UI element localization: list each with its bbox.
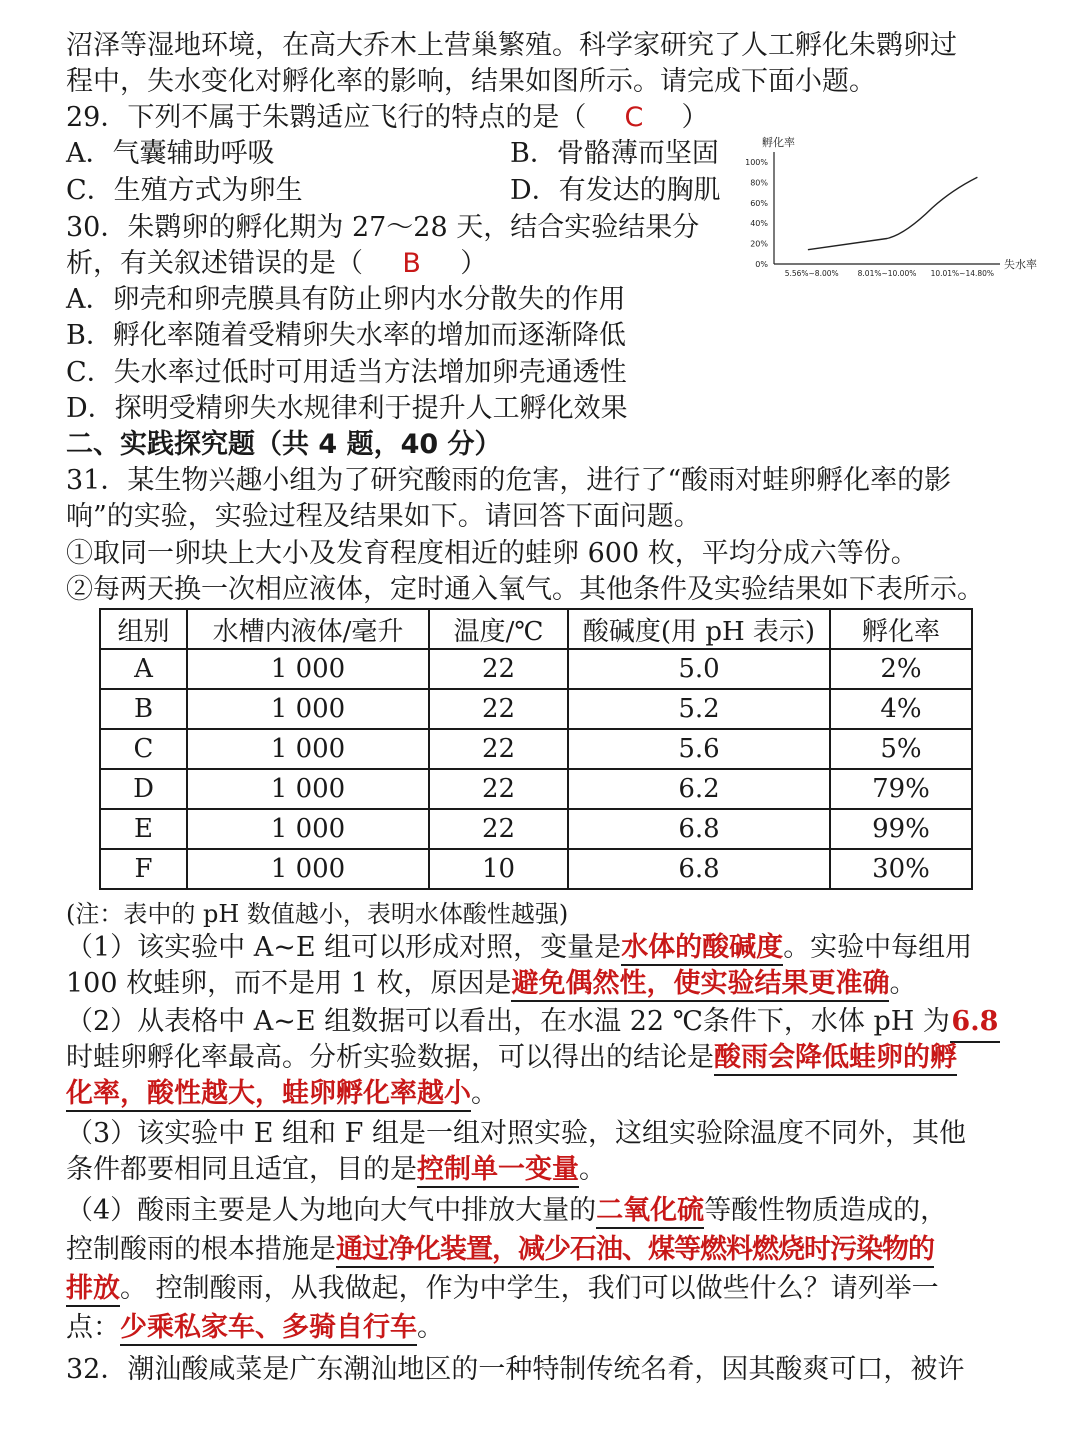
q30-close: ）	[460, 248, 488, 279]
table-header: 孵化率	[830, 609, 972, 649]
q31-p4-answer-2b: 排放	[66, 1273, 120, 1307]
table-row	[100, 729, 972, 769]
q31-part-4-line-4	[66, 1310, 444, 1346]
table-cell: 2%	[830, 649, 972, 689]
table-header-row	[100, 609, 972, 649]
q31-part-4-line-1	[66, 1193, 947, 1229]
table-cell: 5.6	[568, 729, 830, 769]
q31-p1-text-a: （1）该实验中 A~E 组可以形成对照，变量是	[66, 932, 622, 963]
q29-option-c: C．生殖方式为卵生	[66, 175, 303, 206]
q31-part-4-line-3	[66, 1271, 939, 1307]
q31-part-3-line-1: （3）该实验中 E 组和 F 组是一组对照实验，这组实验除温度不同外，其他	[66, 1118, 966, 1149]
table-cell: 1 000	[187, 649, 429, 689]
table-row	[100, 689, 972, 729]
table-cell: B	[100, 689, 187, 729]
q31-p1-answer-2: 避免偶然性，使实验结果更准确	[511, 968, 889, 1002]
chart-xlabel: 失水率	[1004, 258, 1037, 271]
q31-step-1: ①取同一卵块上大小及发育程度相近的蛙卵 600 枚，平均分成六等份。	[66, 538, 918, 569]
q31-p2-text-a: （2）从表格中 A~E 组数据可以看出，在水温 22 ℃条件下，水体 pH 为	[66, 1006, 950, 1037]
table-note: (注：表中的 pH 数值越小，表明水体酸性越强)	[66, 900, 569, 928]
q31-part-2-line-3	[66, 1076, 498, 1112]
q30-stem-line-2	[66, 246, 487, 282]
table-header: 水槽内液体/毫升	[187, 609, 429, 649]
table-row	[100, 849, 972, 889]
table-cell: 5.0	[568, 649, 830, 689]
table-cell: C	[100, 729, 187, 769]
q31-p3-answer: 控制单一变量	[417, 1154, 579, 1188]
table-cell: A	[100, 649, 187, 689]
table-cell: 5.2	[568, 689, 830, 729]
q31-p4-text-d: 。 控制酸雨，从我做起，作为中学生，我们可以做些什么？请列举一	[120, 1273, 939, 1304]
results-table	[99, 608, 973, 890]
q30-option-c: C．失水率过低时可用适当方法增加卵壳通透性	[66, 357, 627, 388]
table-cell: 1 000	[187, 689, 429, 729]
table-cell: 22	[429, 649, 568, 689]
hatch-rate-chart	[728, 128, 1058, 288]
table-cell: 22	[429, 689, 568, 729]
q31-part-1-line-1	[66, 930, 972, 966]
q30-stem-line-1: 30．朱鹮卵的孵化期为 27～28 天，结合实验结果分	[66, 212, 700, 243]
q31-p2-answer-1: 6.8	[950, 1004, 1000, 1043]
table-cell: 4%	[830, 689, 972, 729]
q31-step-2: ②每两天换一次相应液体，定时通入氧气。其他条件及实验结果如下表所示。	[66, 574, 984, 605]
q31-p2-text-c: 。	[471, 1078, 498, 1109]
q32-stem: 32．潮汕酸咸菜是广东潮汕地区的一种特制传统名肴，因其酸爽可口，被许	[66, 1354, 965, 1385]
q31-stem-line-1: 31．某生物兴趣小组为了研究酸雨的危害，进行了“酸雨对蛙卵孵化率的影	[66, 465, 952, 496]
q29-option-b: B．骨骼薄而坚固	[510, 138, 719, 169]
q31-part-2-line-2	[66, 1040, 957, 1076]
q31-p1-answer-1: 水体的酸碱度	[621, 932, 783, 966]
table-cell: 1 000	[187, 809, 429, 849]
table-cell: 1 000	[187, 729, 429, 769]
table-cell: 1 000	[187, 769, 429, 809]
table-cell: 22	[429, 729, 568, 769]
chart-xtick-label: 8.01%~10.00%	[857, 269, 917, 278]
chart-ytick-label: 60%	[750, 198, 768, 208]
q31-p2-answer-2a: 酸雨会降低蛙卵的孵	[714, 1042, 957, 1076]
q31-p4-answer-1: 二氧化硫	[596, 1195, 704, 1229]
q31-part-2-line-1	[66, 1004, 1000, 1043]
table-header: 酸碱度(用 pH 表示)	[568, 609, 830, 649]
q31-p4-text-a: （4）酸雨主要是人为地向大气中排放大量的	[66, 1195, 597, 1226]
q31-p3-text-c: 。	[579, 1154, 606, 1185]
chart-ylabel: 孵化率	[762, 136, 795, 149]
table-header: 温度/℃	[429, 609, 568, 649]
chart-xtick-label: 5.56%~8.00%	[784, 269, 839, 278]
q30-option-d: D．探明受精卵失水规律利于提升人工孵化效果	[66, 393, 628, 424]
q31-p3-text-b: 条件都要相同且适宜，目的是	[66, 1154, 417, 1185]
table-cell: 22	[429, 769, 568, 809]
chart-ytick-label: 100%	[745, 158, 768, 167]
q31-part-3-line-2	[66, 1152, 606, 1188]
q31-p4-text-f: 。	[417, 1312, 444, 1343]
q29-stem	[66, 100, 709, 136]
table-cell: 6.8	[568, 849, 830, 889]
q31-p1-text-c: 100 枚蛙卵，而不是用 1 枚，原因是	[66, 968, 512, 999]
q31-p4-text-c: 控制酸雨的根本措施是	[66, 1234, 336, 1265]
table-header: 组别	[100, 609, 187, 649]
table-cell: 10	[429, 849, 568, 889]
table-cell: 79%	[830, 769, 972, 809]
table-row	[100, 649, 972, 689]
table-row	[100, 809, 972, 849]
q29-close: ）	[681, 102, 709, 133]
q29-answer: C	[624, 102, 644, 133]
table-cell: 6.8	[568, 809, 830, 849]
q29-option-d: D．有发达的胸肌	[510, 175, 721, 206]
q31-p4-answer-3: 少乘私家车、多骑自行车	[120, 1312, 417, 1346]
q31-stem-line-2: 响”的实验，实验过程及结果如下。请回答下面问题。	[66, 501, 701, 532]
table-cell: 22	[429, 809, 568, 849]
q31-p1-text-d: 。	[889, 968, 917, 999]
q29-option-a: A．气囊辅助呼吸	[66, 138, 275, 169]
chart-ytick-label: 20%	[750, 239, 768, 249]
chart-ytick-label: 80%	[750, 178, 768, 188]
table-cell: D	[100, 769, 187, 809]
chart-series-line	[808, 177, 978, 249]
intro-line-1: 沼泽等湿地环境，在高大乔木上营巢繁殖。科学家研究了人工孵化朱鹮卵过	[66, 30, 957, 61]
q31-part-4-line-2	[66, 1232, 934, 1268]
section-2-title: 二、实践探究题（共 4 题，40 分）	[66, 429, 502, 460]
intro-line-2: 程中，失水变化对孵化率的影响，结果如图所示。请完成下面小题。	[66, 66, 876, 97]
chart-ytick-label: 0%	[755, 260, 768, 269]
table-cell: 6.2	[568, 769, 830, 809]
q30-answer: B	[402, 248, 421, 279]
q31-part-1-line-2	[66, 966, 916, 1002]
table-cell: E	[100, 809, 187, 849]
table-row	[100, 769, 972, 809]
chart-xtick-label: 10.01%~14.80%	[930, 269, 995, 278]
q31-p4-answer-2a: 通过净化装置，减少石油、煤等燃料燃烧时污染物的	[336, 1234, 934, 1268]
table-cell: F	[100, 849, 187, 889]
q31-p2-text-b: 时蛙卵孵化率最高。分析实验数据，可以得出的结论是	[66, 1042, 714, 1073]
q31-p4-text-b: 等酸性物质造成的，	[704, 1195, 948, 1226]
table-cell: 1 000	[187, 849, 429, 889]
q31-p4-text-e: 点：	[66, 1312, 120, 1343]
table-cell: 99%	[830, 809, 972, 849]
table-cell: 30%	[830, 849, 972, 889]
q30-option-a: A．卵壳和卵壳膜具有防止卵内水分散失的作用	[66, 284, 626, 315]
q31-p2-answer-2b: 化率，酸性越大，蛙卵孵化率越小	[66, 1078, 471, 1112]
chart-ytick-label: 40%	[750, 219, 768, 229]
q30-stem-text: 析，有关叙述错误的是（	[66, 248, 363, 279]
q31-p1-text-b: 。实验中每组用	[783, 932, 973, 963]
q30-option-b: B．孵化率随着受精卵失水率的增加而逐渐降低	[66, 320, 626, 351]
table-cell: 5%	[830, 729, 972, 769]
q29-stem-text: 29．下列不属于朱鹮适应飞行的特点的是（	[66, 102, 587, 133]
